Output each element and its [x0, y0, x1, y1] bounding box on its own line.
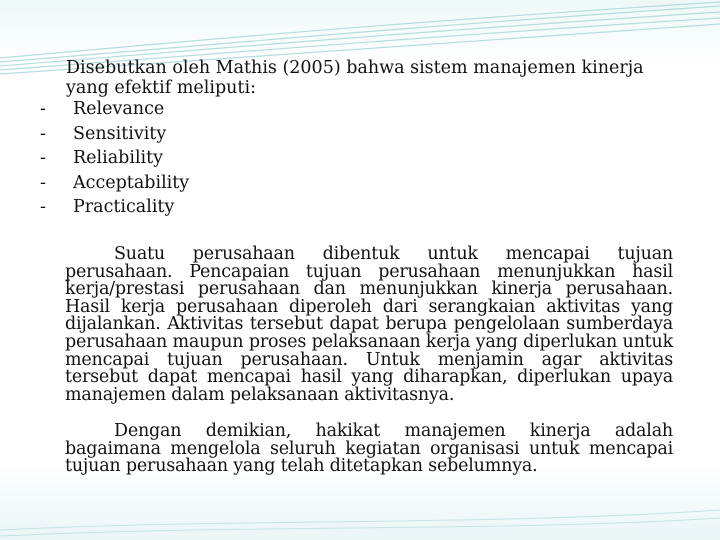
bullet-marker: -: [40, 197, 46, 217]
intro-text: Disebutkan oleh Mathis (2005) bahwa sistem manajemen kinerja yang efektif meliputi:: [66, 58, 644, 98]
list-item-label: Relevance: [73, 99, 165, 119]
list-item-label: Sensitivity: [73, 123, 167, 144]
paragraph-1: Suatu perusahaan dibentuk untuk mencapai tujuan perusahaan. Pencapaian tujuan perusahaan menunjukkan hasil kerja/prestasi perusahaan dan menunjukkan kinerja perusahaan. Hasil kerja perusahaan diperoleh dari serangkaian aktivitas yang dijalankan. Aktivitas tersebut dapat berupa pengelolaan sumberdaya perusahaan maupun proses pelaksanaan kerja yang diperlukan untuk mencapai tujuan perusahaan. Untuk menjamin agar aktivitas tersebut dapat mencapai hasil yang diharapkan, diperlukan upaya manajemen dalam pelaksanaan aktivitasnya.: [65, 244, 673, 405]
paragraph-2: Dengan demikian, hakikat manajemen kinerja adalah bagaimana mengelola seluruh kegiatan organisasi untuk mencapai tujuan perusahaan yang telah ditetapkan sebelumnya.: [65, 421, 673, 477]
bottom-wave-decoration: [0, 490, 720, 540]
list-item-label: Acceptability: [73, 172, 190, 193]
bullet-marker: -: [40, 123, 46, 144]
bullet-marker: -: [40, 148, 46, 168]
list-item-label: Practicality: [73, 197, 175, 217]
bullet-marker: -: [40, 172, 46, 193]
list-item-label: Reliability: [73, 148, 164, 168]
bullet-marker: -: [40, 99, 46, 119]
